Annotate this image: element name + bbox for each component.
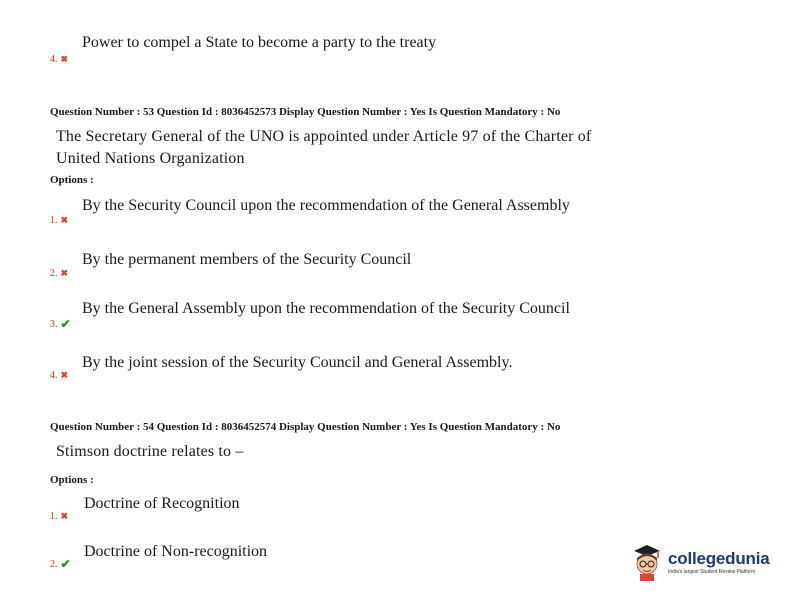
logo-tagline: India's largest Student Review Platform <box>668 569 756 575</box>
q53-option-2-marker <box>50 268 68 279</box>
cross-icon: ✖ <box>60 370 69 380</box>
option-number: 1. <box>50 511 58 522</box>
option-number: 1. <box>50 215 58 226</box>
cross-icon: ✖ <box>60 54 69 64</box>
cross-icon: ✖ <box>60 268 69 278</box>
q54-option-1-marker <box>50 511 68 522</box>
option-number: 4. <box>50 54 58 65</box>
question-54-text: Stimson doctrine relates to – <box>56 443 244 460</box>
q53-option-4-marker <box>50 370 68 381</box>
question-53-text <box>56 126 656 170</box>
cross-icon: ✖ <box>60 511 69 521</box>
q53-option-3-marker <box>50 317 71 332</box>
collegedunia-logo <box>630 542 770 582</box>
q53-option-3-text: By the General Assembly upon the recommendation of the Security Council <box>82 300 570 317</box>
question-54-options-label: Options : <box>50 474 94 486</box>
question-54-meta: Question Number : 54 Question Id : 8036452574 Display Question Number : Yes Is Question Mandatory : No <box>50 421 561 433</box>
mascot-icon <box>630 542 664 582</box>
check-icon: ✔ <box>60 317 71 331</box>
q53-option-2-text: By the permanent members of the Security Council <box>82 251 412 268</box>
option-number: 2. <box>50 268 58 279</box>
cross-icon: ✖ <box>60 215 69 225</box>
prev-option-4-marker <box>50 54 68 65</box>
option-number: 4. <box>50 370 58 381</box>
q54-option-1-text: Doctrine of Recognition <box>84 495 240 512</box>
question-53-text-line2: United Nations Organization <box>56 150 245 167</box>
option-number: 3. <box>50 319 58 330</box>
check-icon: ✔ <box>60 557 71 571</box>
logo-name: collegedunia <box>668 549 770 568</box>
question-53-options-label: Options : <box>50 174 94 186</box>
question-53-text-line1: The Secretary General of the UNO is appointed under Article 97 of the Charter of <box>56 128 592 145</box>
question-53-meta: Question Number : 53 Question Id : 8036452573 Display Question Number : Yes Is Question Mandatory : No <box>50 106 561 118</box>
prev-option-4-text: Power to compel a State to become a party to the treaty <box>82 34 437 51</box>
q54-option-2-marker <box>50 557 71 572</box>
q54-option-2-text: Doctrine of Non-recognition <box>84 543 268 560</box>
q53-option-1-text: By the Security Council upon the recommendation of the General Assembly <box>82 197 570 214</box>
q53-option-4-text: By the joint session of the Security Council and General Assembly. <box>82 354 513 371</box>
q53-option-1-marker <box>50 215 68 226</box>
option-number: 2. <box>50 559 58 570</box>
logo-text <box>668 549 770 575</box>
